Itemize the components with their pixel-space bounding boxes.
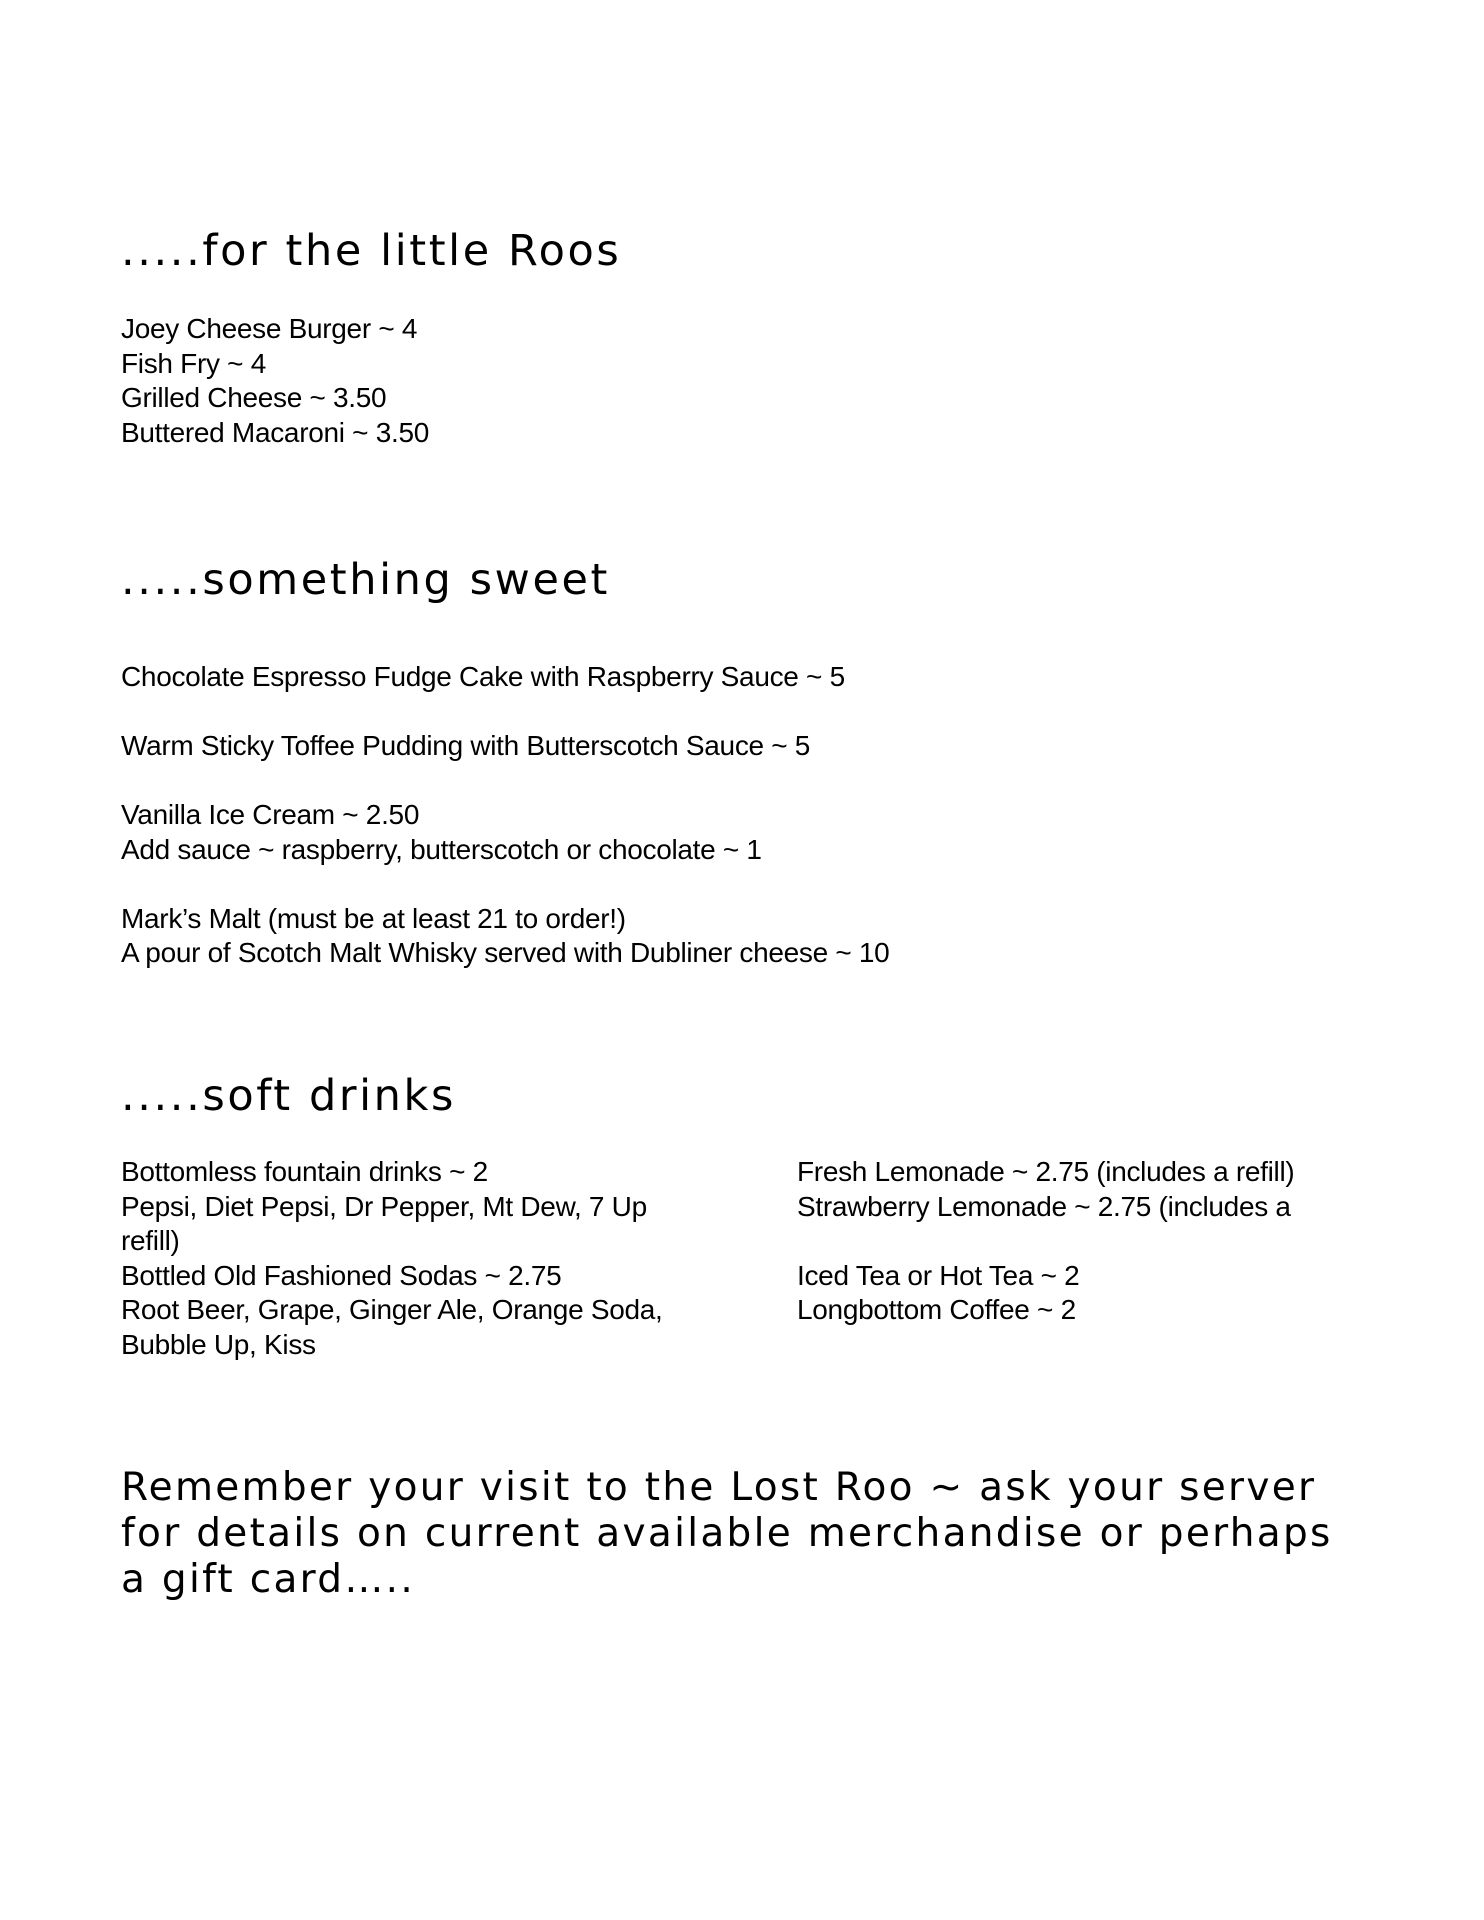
menu-item-joey-cheese-burger: Joey Cheese Burger ~ 4: [121, 313, 418, 344]
menu-item-coffee: Longbottom Coffee ~ 2: [797, 1294, 1076, 1325]
kids-menu-list: [121, 312, 429, 450]
menu-item-marks-malt-title: Mark’s Malt (must be at least 21 to order!): [121, 902, 626, 934]
kids-heading: .....for the little Roos: [121, 226, 622, 276]
sweet-heading: .....something sweet: [121, 555, 611, 605]
menu-item-toffee-pudding: Warm Sticky Toffee Pudding with Butterscotch Sauce ~ 5: [121, 730, 811, 761]
footer-message: Remember your visit to the Lost Roo ~ ask your server for details on current available merchandise or perhaps a gift card…..: [121, 1465, 1333, 1602]
menu-item-vanilla-ice-cream: Vanilla Ice Cream ~ 2.50: [121, 799, 420, 830]
spacer: [121, 867, 889, 902]
menu-item-bottled-sodas-list: Root Beer, Grape, Ginger Ale, Orange Soda, Bubble Up, Kiss: [121, 1294, 663, 1360]
dessert-menu-list: [121, 660, 889, 971]
drinks-right-column: [797, 1155, 1357, 1328]
drinks-heading: .....soft drinks: [121, 1071, 457, 1121]
menu-item-bottled-sodas: Bottled Old Fashioned Sodas ~ 2.75: [121, 1259, 562, 1291]
menu-item-marks-malt-description: A pour of Scotch Malt Whisky served with Dubliner cheese ~ 10: [121, 937, 890, 968]
menu-item-buttered-macaroni: Buttered Macaroni ~ 3.50: [121, 416, 429, 448]
menu-item-strawberry-lemonade: Strawberry Lemonade ~ 2.75 (includes a: [797, 1190, 1291, 1222]
menu-item-fish-fry: Fish Fry ~ 4: [121, 347, 266, 379]
spacer: [121, 764, 889, 799]
menu-item-fudge-cake: Chocolate Espresso Fudge Cake with Raspberry Sauce ~ 5: [121, 661, 845, 692]
spacer: [121, 695, 889, 730]
drinks-left-column: [121, 1155, 681, 1362]
menu-item-grilled-cheese: Grilled Cheese ~ 3.50: [121, 382, 387, 413]
menu-item-tea: Iced Tea or Hot Tea ~ 2: [797, 1259, 1080, 1291]
menu-item-add-sauce: Add sauce ~ raspberry, butterscotch or chocolate ~ 1: [121, 833, 762, 865]
menu-item-fountain-drinks: Bottomless fountain drinks ~ 2: [121, 1156, 488, 1187]
menu-item-fountain-list: Pepsi, Diet Pepsi, Dr Pepper, Mt Dew, 7 Up refill): [121, 1190, 647, 1256]
spacer: [797, 1224, 1357, 1259]
menu-item-fresh-lemonade: Fresh Lemonade ~ 2.75 (includes a refill): [797, 1156, 1295, 1187]
